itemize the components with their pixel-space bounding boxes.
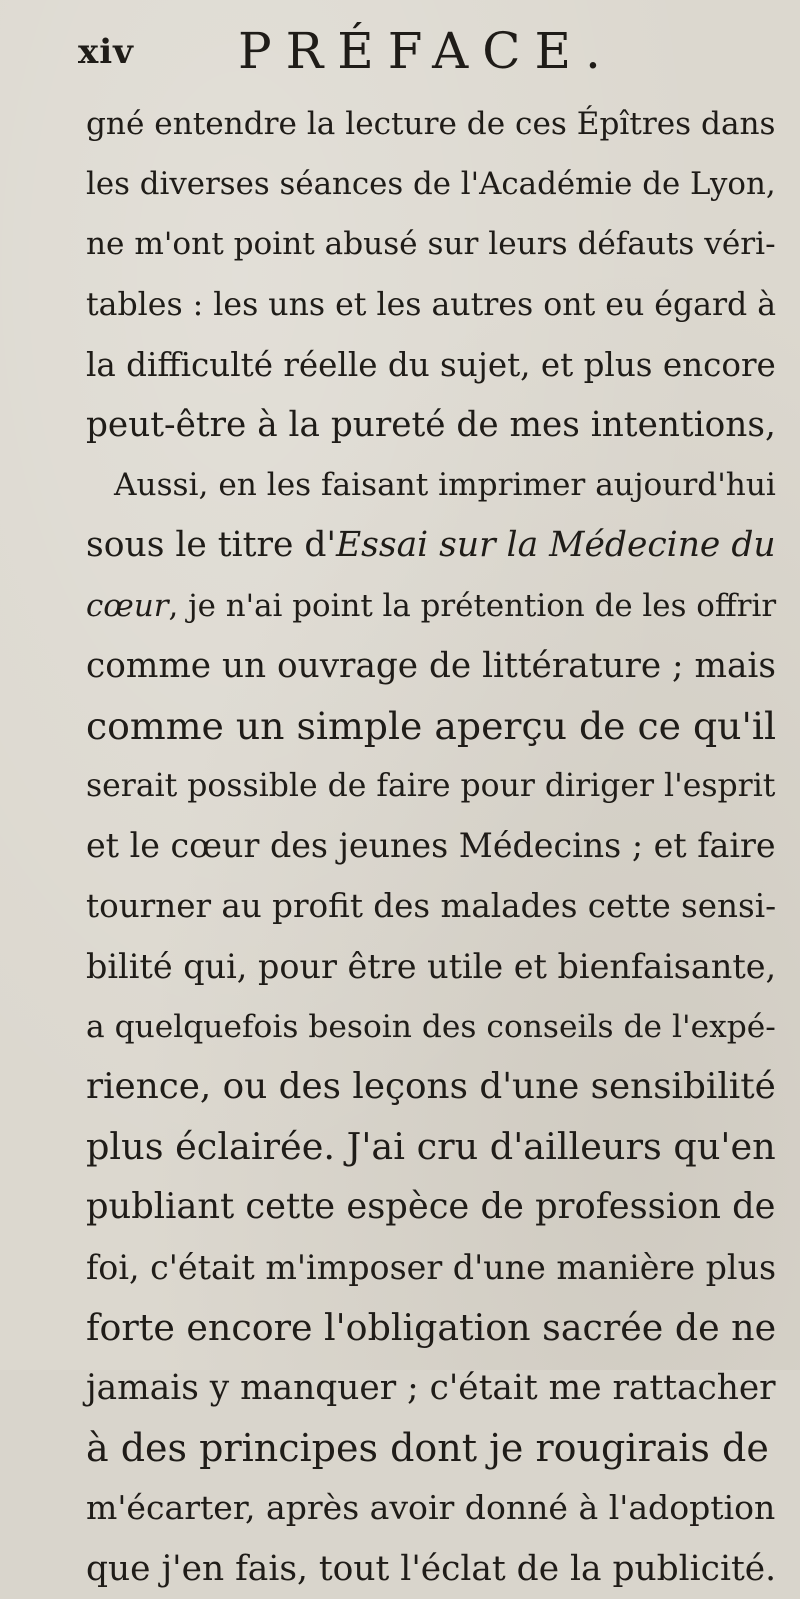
text-line: tables : les uns et les autres ont eu égard à — [86, 286, 777, 323]
text-line: publiant cette espèce de profession de — [86, 1186, 776, 1228]
text-line: Aussi, en les faisant imprimer aujourd'hui — [114, 467, 776, 504]
text-line: que j'en fais, tout l'éclat de la publicité. — [86, 1548, 777, 1589]
text-line: foi, c'était m'imposer d'une manière plus — [86, 1247, 777, 1287]
text-line: comme un simple aperçu de ce qu'il — [86, 703, 777, 748]
text-line: cœur, je n'ai point la prétention de les offrir — [86, 587, 777, 624]
body-text — [86, 94, 776, 1599]
text-line: la difficulté réelle du sujet, et plus encore — [86, 345, 776, 384]
book-title-italic: cœur — [86, 587, 169, 624]
text-line: m'écarter, après avoir donné à l'adoption — [86, 1488, 776, 1528]
page-header — [78, 22, 718, 78]
text-line: peut-être à la pureté de mes intentions, — [86, 404, 776, 445]
text-line: gné entendre la lecture de ces Épîtres dans — [86, 106, 776, 142]
page-number: xiv — [78, 32, 134, 72]
text-line: rience, ou des leçons d'une sensibilité — [86, 1066, 776, 1107]
book-title-italic: Essai sur la Médecine du — [336, 525, 776, 566]
text-line: les diverses séances de l'Académie de Lyon, — [86, 166, 776, 203]
text-line: et le cœur des jeunes Médecins ; et faire — [86, 826, 776, 866]
text-line: forte encore l'obligation sacrée de ne — [86, 1305, 777, 1349]
text-line: à des principes dont je rougirais de — [86, 1426, 769, 1471]
text-line: plus éclairée. J'ai cru d'ailleurs qu'en — [86, 1125, 776, 1169]
text-line: jamais y manquer ; c'était me rattacher — [86, 1367, 776, 1408]
running-title: PRÉFACE. — [238, 22, 615, 80]
text-line: serait possible de faire pour diriger l'esprit — [86, 768, 776, 805]
text-line: comme un ouvrage de littérature ; mais — [86, 645, 776, 686]
text-line: bilité qui, pour être utile et bienfaisante, — [86, 946, 777, 986]
text-line: tourner au profit des malades cette sensi- — [86, 887, 777, 926]
text-line: ne m'ont point abusé sur leurs défauts véri- — [86, 226, 776, 263]
text-line: sous le titre d'Essai sur la Médecine du — [86, 525, 776, 566]
text-line: a quelquefois besoin des conseils de l'expé- — [86, 1008, 776, 1045]
